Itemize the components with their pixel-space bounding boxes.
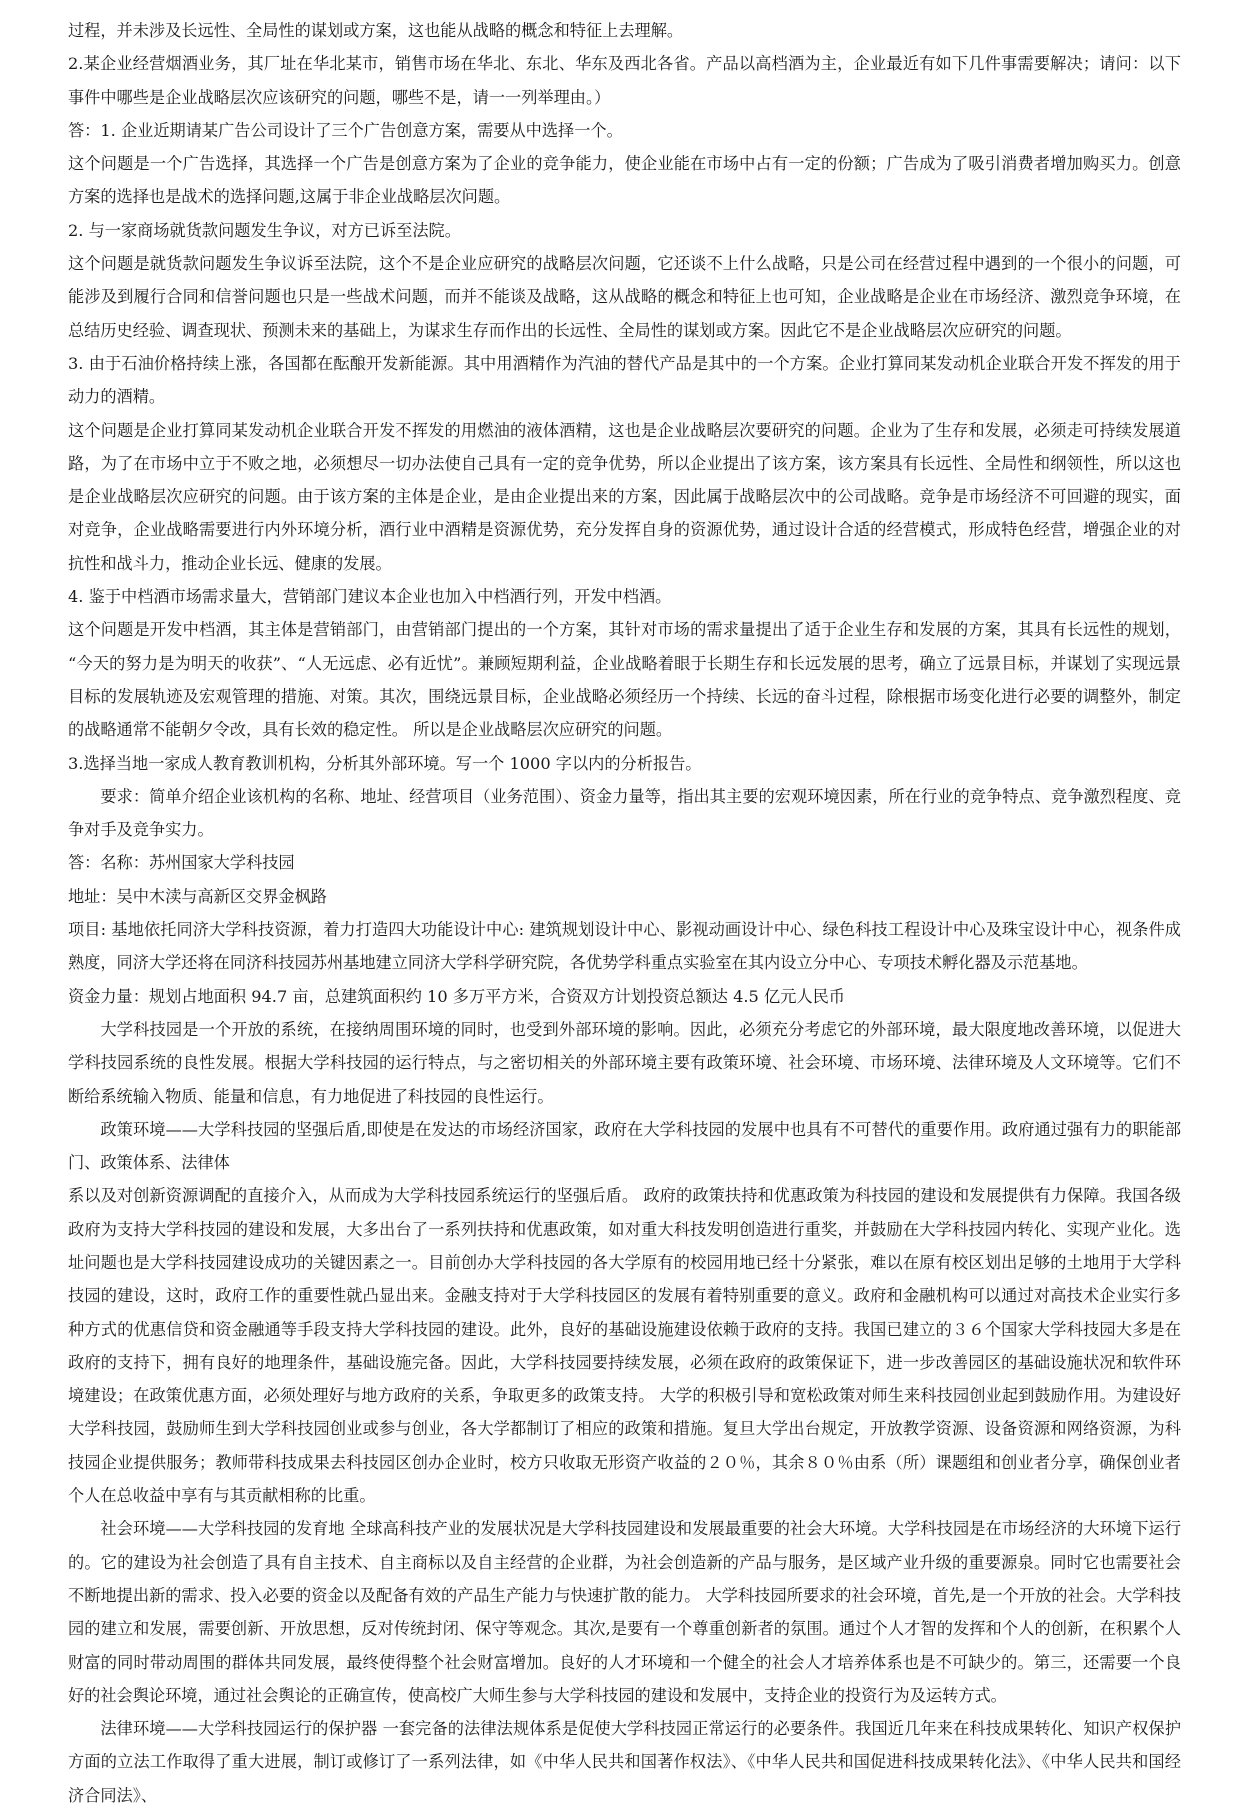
paragraph: 项目: 基地依托同济大学科技资源，着力打造四大功能设计中心: 建筑规划设计中心、影视动画设计中心、绿色科技工程设计中心及珠宝设计中心，视条件成熟度，同济大学还将在同济科技园苏州基地建立同济大学科学研究院，各优势学科重点实验室在其内设立分中心、专项技术孵化器及示范基地。 — [68, 920, 1181, 973]
paragraph: 政策环境——大学科技园的坚强后盾,即使是在发达的市场经济国家，政府在大学科技园的发展中也具有不可替代的重要作用。政府通过强有力的职能部门、政策体系、法律体 — [68, 1119, 1181, 1173]
paragraph: 系以及对创新资源调配的直接介入，从而成为大学科技园系统运行的坚强后盾。 政府的政策扶持和优惠政策为科技园的建设和发展提供有力保障。我国各级政府为支持大学科技园的建设和发展，大多出台了一系列扶持和优惠政策，如对重大科技发明创造进行重奖，并鼓励在大学科技园内转化、实现产业化。选址问题也是大学科技园建设成功的关键因素之一。目前创办大学科技园的各大学原有的校园用地已经十分紧张，难以在原有校区划出足够的土地用于大学科技园的建设，这时，政府工作的重要性就凸显出来。金融支持对于大学科技园区的发展有着特别重要的意义。政府和金融机构可以通过对高技术企业实行多种方式的优惠信贷和资金融通等手段支持大学科技园的建设。此外，良好的基础设施建设依赖于政府的支持。我国已建立的３６个国家大学科技园大多是在政府的支持下，拥有良好的地理条件，基础设施完备。因此，大学科技园要持续发展，必须在政府的政策保证下，进一步改善园区的基础设施状况和软件环境建设；在政策优惠方面，必须处理好与地方政府的关系，争取更多的政策支持。 大学的积极引导和宽松政策对师生来科技园创业起到鼓励作用。为建设好大学科技园，鼓励师生到大学科技园创业或参与创业，各大学都制订了相应的政策和措施。复旦大学出台规定，开放教学资源、设备资源和网络资源，为科技园企业提供服务；教师带科技成果去科技园区创办企业时，校方只收取无形资产收益的２０％，其余８０％由系（所）课题组和创业者分享，确保创业者个人在总收益中享有与其贡献相称的比重。 — [68, 1186, 1181, 1506]
paragraph: 法律环境——大学科技园运行的保护器 一套完备的法律法规体系是促使大学科技园正常运行的必要条件。我国近几年来在科技成果转化、知识产权保护方面的立法工作取得了重大进展，制订或修订了一系列法律，如《中华人民共和国著作权法》、《中华人民共和国促进科技成果转化法》、《中华人民共和国经济合同法》、 — [68, 1719, 1181, 1805]
paragraph: 3. 由于石油价格持续上涨，各国都在酝酿开发新能源。其中用酒精作为汽油的替代产品是其中的一个方案。企业打算同某发动机企业联合开发不挥发的用于动力的酒精。 — [68, 353, 1181, 407]
paragraph: 2.某企业经营烟酒业务，其厂址在华北某市，销售市场在华北、东北、华东及西北各省。产品以高档酒为主，企业最近有如下几件事需要解决；请问：以下事件中哪些是企业战略层次应该研究的问题，哪些不是，请一一列举理由。） — [68, 54, 1181, 107]
paragraph: 这个问题是企业打算同某发动机企业联合开发不挥发的用燃油的液体酒精，这也是企业战略层次要研究的问题。企业为了生存和发展，必须走可持续发展道路，为了在市场中立于不败之地，必须想尽一切办法使自己具有一定的竞争优势，所以企业提出了该方案，该方案具有长远性、全局性和纲领性，所以这也是企业战略层次应研究的问题。由于该方案的主体是企业，是由企业提出来的方案，因此属于战略层次中的公司战略。竞争是市场经济不可回避的现实，面对竞争，企业战略需要进行内外环境分析，酒行业中酒精是资源优势，充分发挥自身的资源优势，通过设计合适的经营模式，形成特色经营，增强企业的对抗性和战斗力，推动企业长远、健康的发展。 — [68, 420, 1181, 573]
paragraph: 答：1. 企业近期请某广告公司设计了三个广告创意方案，需要从中选择一个。 — [68, 120, 623, 140]
paragraph: 4. 鉴于中档酒市场需求量大，营销部门建议本企业也加入中档酒行列，开发中档酒。 — [68, 587, 672, 607]
paragraph: 这个问题是开发中档酒，其主体是营销部门，由营销部门提出的一个方案，其针对市场的需求量提出了适于企业生存和发展的方案，其具有长远性的规划， “今天的努力是为明天的收获”、“人无远虑、必有近忧”。兼顾短期利益，企业战略着眼于长期生存和长远发展的思考，确立了远景目标，并谋划了实现远景目标的发展轨迹及宏观管理的措施、对策。其次，围绕远景目标，企业战略必须经历一个持续、长远的奋斗过程，除根据市场变化进行必要的调整外，制定的战略通常不能朝夕令改，具有长效的稳定性。 所以是企业战略层次应研究的问题。 — [68, 620, 1181, 740]
paragraph: 3.选择当地一家成人教育教训机构，分析其外部环境。写一个 1000 字以内的分析报告。 — [68, 753, 702, 773]
paragraph: 这个问题是一个广告选择，其选择一个广告是创意方案为了企业的竞争能力，使企业能在市场中占有一定的份额；广告成为了吸引消费者增加购买力。创意方案的选择也是战术的选择问题,这属于非企业战略层次问题。 — [68, 154, 1181, 207]
paragraph: 大学科技园是一个开放的系统，在接纳周围环境的同时，也受到外部环境的影响。因此，必须充分考虑它的外部环境，最大限度地改善环境，以促进大学科技园系统的良性发展。根据大学科技园的运行特点，与之密切相关的外部环境主要有政策环境、社会环境、市场环境、法律环境及人文环境等。它们不断给系统输入物质、能量和信息，有力地促进了科技园的良性运行。 — [68, 1019, 1181, 1106]
paragraph: 要求：简单介绍企业该机构的名称、地址、经营项目（业务范围）、资金力量等，指出其主要的宏观环境因素，所在行业的竞争特点、竞争激烈程度、竞争对手及竞争实力。 — [68, 786, 1181, 840]
paragraph: 资金力量：规划占地面积 94.7 亩，总建筑面积约 10 多万平方米，合资双方计划投资总额达 4.5 亿元人民币 — [68, 986, 845, 1006]
paragraph: 过程，并未涉及长远性、全局性的谋划或方案，这也能从战略的概念和特征上去理解。 — [68, 21, 684, 40]
paragraph: 社会环境——大学科技园的发育地 全球高科技产业的发展状况是大学科技园建设和发展最重要的社会大环境。大学科技园是在市场经济的大环境下运行的。它的建设为社会创造了具有自主技术、自主商标以及自主经营的企业群，为社会创造新的产品与服务，是区域产业升级的重要源泉。同时它也需要社会不断地提出新的需求、投入必要的资金以及配备有效的产品生产能力与快速扩散的能力。 大学科技园所要求的社会环境，首先,是一个开放的社会。大学科技园的建立和发展，需要创新、开放思想，反对传统封闭、保守等观念。其次,是要有一个尊重创新者的氛围。通过个人才智的发挥和个人的创新，在积累个人财富的同时带动周围的群体共同发展，最终使得整个社会财富增加。良好的人才环境和一个健全的社会人才培养体系也是不可缺少的。第三，还需要一个良好的社会舆论环境，通过社会舆论的正确宣传，使高校广大师生参与大学科技园的建设和发展中，支持企业的投资行为及运转方式。 — [68, 1519, 1181, 1705]
paragraph: 2. 与一家商场就货款问题发生争议，对方已诉至法院。 — [68, 220, 461, 240]
paragraph: 地址：吴中木渎与高新区交界金枫路 — [68, 886, 327, 906]
paragraph: 这个问题是就货款问题发生争议诉至法院，这个不是企业应研究的战略层次问题，它还谈不上什么战略，只是公司在经营过程中遇到的一个很小的问题，可能涉及到履行合同和信誉问题也只是一些战术问题，而并不能谈及战略，这从战略的概念和特征上也可知，企业战略是企业在市场经济、激烈竞争环境，在总结历史经验、调查现状、预测未来的基础上，为谋求生存而作出的长远性、全局性的谋划或方案。因此它不是企业战略层次应研究的问题。 — [68, 254, 1181, 340]
paragraph: 答：名称：苏州国家大学科技园 — [68, 853, 295, 873]
